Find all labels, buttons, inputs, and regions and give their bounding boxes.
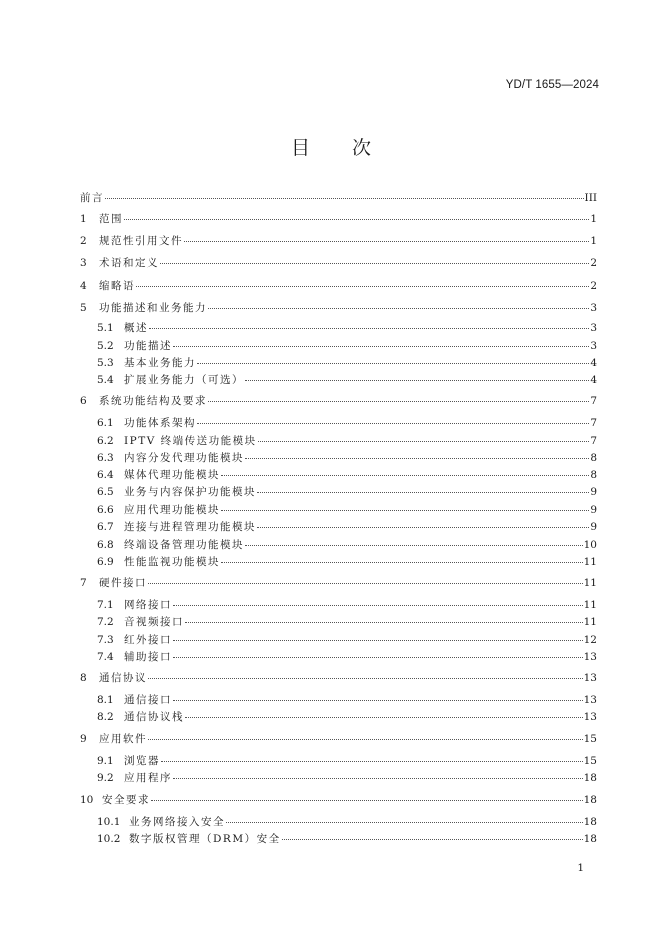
toc-entry-label: 数字版权管理（DRM）安全 [129, 833, 281, 845]
dot-leader [148, 574, 583, 584]
dot-leader [184, 232, 589, 242]
toc-entry-page: 3 [590, 322, 597, 334]
toc-entry-label: 扩展业务能力（可选） [124, 374, 244, 386]
toc-entry-number: 6.9 [97, 556, 114, 568]
toc-entry-label: 终端设备管理功能模块 [124, 539, 244, 551]
dot-leader [173, 631, 583, 641]
toc-entry-page: 3 [590, 340, 597, 352]
toc-entry-page: 9 [590, 504, 597, 516]
toc-subsection-entry[interactable] [97, 693, 597, 707]
toc-entry-number: 6.6 [97, 504, 114, 516]
toc-entry-number: 10 [80, 794, 94, 806]
toc-entry-page: 3 [590, 302, 597, 314]
toc-entry-page: 13 [583, 651, 597, 663]
toc-subsection-entry[interactable] [97, 710, 597, 724]
dot-leader [226, 813, 583, 823]
toc-entry-label: 应用软件 [99, 733, 147, 745]
toc-entry-number: 6.2 [97, 435, 114, 447]
toc-entry-number: 7.4 [97, 651, 114, 663]
dot-leader [221, 501, 589, 511]
toc-entry-label: 性能监视功能模块 [124, 556, 220, 568]
toc-entry-page: 18 [583, 794, 597, 806]
toc-entry-page: 13 [583, 711, 597, 723]
toc-subsection-entry[interactable] [97, 356, 597, 370]
toc-entry-page: 15 [583, 755, 597, 767]
toc-entry-label: 硬件接口 [99, 577, 147, 589]
toc-subsection-entry[interactable] [97, 815, 597, 829]
toc-subsection-entry[interactable] [97, 771, 597, 785]
toc-entry-number: 6.3 [97, 452, 114, 464]
toc-section-entry[interactable] [80, 576, 597, 590]
dot-leader [173, 691, 583, 701]
toc-entry-number: 10.2 [97, 833, 121, 845]
toc-section-entry[interactable] [80, 256, 597, 270]
toc-section-entry[interactable] [80, 394, 597, 408]
toc-subsection-entry[interactable] [97, 633, 597, 647]
toc-entry-page: 11 [583, 599, 597, 611]
dot-leader [148, 730, 583, 740]
toc-entry-number: 8 [80, 672, 87, 684]
toc-subsection-entry[interactable] [97, 373, 597, 387]
toc-subsection-entry[interactable] [97, 598, 597, 612]
toc-entry-label: 红外接口 [124, 634, 172, 646]
toc-entry-label: 基本业务能力 [124, 357, 196, 369]
toc-entry-label: 功能描述和业务能力 [99, 302, 207, 314]
toc-subsection-entry[interactable] [97, 650, 597, 664]
toc-entry-page: 15 [583, 733, 597, 745]
toc-entry-number: 2 [80, 235, 87, 247]
toc-entry-page: 7 [590, 435, 597, 447]
toc-entry-page: 11 [583, 556, 597, 568]
toc-subsection-entry[interactable] [97, 434, 597, 448]
toc-section-entry[interactable] [80, 671, 597, 685]
toc-subsection-entry[interactable] [97, 339, 597, 353]
toc-entry-number: 6.5 [97, 486, 114, 498]
toc-entry-label: 内容分发代理功能模块 [124, 452, 244, 464]
toc-entry-number: 4 [80, 280, 87, 292]
toc-entry-number: 6 [80, 395, 87, 407]
toc-entry-number: 7.2 [97, 616, 114, 628]
toc-entry-page: 9 [590, 486, 597, 498]
toc-entry-page: 2 [590, 280, 597, 292]
dot-leader [245, 536, 583, 546]
toc-entry-number: 7.1 [97, 599, 114, 611]
toc-entry-label: 通信协议栈 [124, 711, 184, 723]
toc-section-entry[interactable] [80, 279, 597, 293]
toc-entry-number: 5.2 [97, 340, 114, 352]
dot-leader [149, 319, 589, 329]
dot-leader [197, 414, 589, 424]
toc-entry-label: 媒体代理功能模块 [124, 469, 220, 481]
toc-entry-number: 5.1 [97, 322, 114, 334]
toc-entry-page: 10 [583, 539, 597, 551]
toc-entry-label: 范围 [99, 213, 123, 225]
toc-entry-number: 7 [80, 577, 87, 589]
toc-entry-number: 3 [80, 257, 87, 269]
toc-entry-page: 9 [590, 521, 597, 533]
dot-leader [185, 613, 583, 623]
dot-leader [173, 596, 583, 606]
toc-entry-number: 9 [80, 733, 87, 745]
toc-entry-page: 4 [590, 374, 597, 386]
dot-leader [208, 299, 589, 309]
toc-entry-page: 13 [583, 672, 597, 684]
toc-subsection-entry[interactable] [97, 615, 597, 629]
toc-subsection-entry[interactable] [97, 754, 597, 768]
toc-entry-label: IPTV 终端传送功能模块 [124, 435, 257, 447]
toc-entry-number: 9.1 [97, 755, 114, 767]
dot-leader [197, 354, 589, 364]
toc-entry-label: 浏览器 [124, 755, 160, 767]
toc-entry-label: 功能描述 [124, 340, 172, 352]
page-title: 目次 [290, 137, 413, 159]
toc-subsection-entry[interactable] [97, 416, 597, 430]
dot-leader [221, 466, 589, 476]
toc-entry-label: 应用程序 [124, 772, 172, 784]
toc-entry-page: 7 [590, 417, 597, 429]
toc-entry-label: 连接与进程管理功能模块 [124, 521, 256, 533]
toc-entry-label: 术语和定义 [99, 257, 159, 269]
dot-leader [160, 254, 589, 264]
toc-entry-label: 功能体系架构 [124, 417, 196, 429]
toc-section-entry[interactable] [80, 212, 597, 226]
toc-entry-number: 8.2 [97, 711, 114, 723]
toc-subsection-entry[interactable] [97, 451, 597, 465]
toc-subsection-entry[interactable] [97, 538, 597, 552]
dot-leader [185, 708, 583, 718]
toc-entry-label: 规范性引用文件 [99, 235, 183, 247]
dot-leader [173, 337, 589, 347]
toc-entry-page: 1 [590, 235, 597, 247]
toc-entry-number: 6.4 [97, 469, 114, 481]
toc-section-entry[interactable] [80, 191, 597, 205]
toc-entry-label: 应用代理功能模块 [124, 504, 220, 516]
toc-entry-number: 6.1 [97, 417, 114, 429]
toc-entry-page: 4 [590, 357, 597, 369]
toc-entry-number: 7.3 [97, 634, 114, 646]
dot-leader [208, 392, 589, 402]
toc-entry-page: 18 [583, 833, 597, 845]
toc-section-entry[interactable] [80, 732, 597, 746]
toc-entry-page: 18 [583, 816, 597, 828]
toc-entry-page: 1 [590, 213, 597, 225]
toc-subsection-entry[interactable] [97, 485, 597, 499]
toc-entry-label: 概述 [124, 322, 148, 334]
toc-entry-label: 通信协议 [99, 672, 147, 684]
dot-leader [258, 432, 590, 442]
toc-subsection-entry[interactable] [97, 321, 597, 335]
toc-entry-page: 12 [583, 634, 597, 646]
toc-entry-page: 11 [583, 616, 597, 628]
toc-entry-label: 音视频接口 [124, 616, 184, 628]
document-code: YD/T 1655—2024 [505, 79, 599, 91]
toc-entry-label: 业务与内容保护功能模块 [124, 486, 256, 498]
dot-leader [161, 752, 583, 762]
toc-entry-label: 通信接口 [124, 694, 172, 706]
dot-leader [105, 189, 584, 199]
toc-subsection-entry[interactable] [97, 503, 597, 517]
toc-entry-label: 安全要求 [102, 794, 150, 806]
toc-entry-label: 网络接口 [124, 599, 172, 611]
dot-leader [151, 791, 583, 801]
toc-entry-page: 11 [583, 577, 597, 589]
toc-subsection-entry[interactable] [97, 555, 597, 569]
dot-leader [124, 210, 589, 220]
toc-section-entry[interactable] [80, 234, 597, 248]
toc-entry-label: 前言 [80, 192, 104, 204]
toc-entry-label: 缩略语 [99, 280, 135, 292]
toc-entry-number: 5.3 [97, 357, 114, 369]
dot-leader [173, 769, 583, 779]
toc-section-entry[interactable] [80, 301, 597, 315]
toc-entry-label: 业务网络接入安全 [129, 816, 225, 828]
toc-entry-page: 8 [590, 452, 597, 464]
toc-entry-number: 1 [80, 213, 87, 225]
dot-leader [136, 277, 589, 287]
toc-entry-number: 6.8 [97, 539, 114, 551]
dot-leader [257, 483, 589, 493]
dot-leader [245, 449, 589, 459]
toc-section-entry[interactable] [80, 793, 597, 807]
toc-entry-number: 10.1 [97, 816, 121, 828]
dot-leader [257, 518, 589, 528]
toc-entry-page: 18 [583, 772, 597, 784]
toc-entry-page: 2 [590, 257, 597, 269]
toc-subsection-entry[interactable] [97, 832, 597, 846]
toc-entry-page: 7 [590, 395, 597, 407]
dot-leader [221, 553, 583, 563]
toc-entry-label: 辅助接口 [124, 651, 172, 663]
dot-leader [282, 830, 583, 840]
toc-entry-label: 系统功能结构及要求 [99, 395, 207, 407]
toc-entry-page: 13 [583, 694, 597, 706]
toc-entry-number: 5 [80, 302, 87, 314]
dot-leader [148, 669, 583, 679]
toc-entry-number: 9.2 [97, 772, 114, 784]
toc-subsection-entry[interactable] [97, 468, 597, 482]
dot-leader [173, 648, 583, 658]
toc-subsection-entry[interactable] [97, 520, 597, 534]
toc-entry-number: 5.4 [97, 374, 114, 386]
page-number: 1 [577, 862, 584, 874]
toc-entry-page: 8 [590, 469, 597, 481]
toc-entry-number: 6.7 [97, 521, 114, 533]
dot-leader [245, 371, 589, 381]
toc-entry-number: 8.1 [97, 694, 114, 706]
toc-entry-page: III [584, 192, 597, 204]
